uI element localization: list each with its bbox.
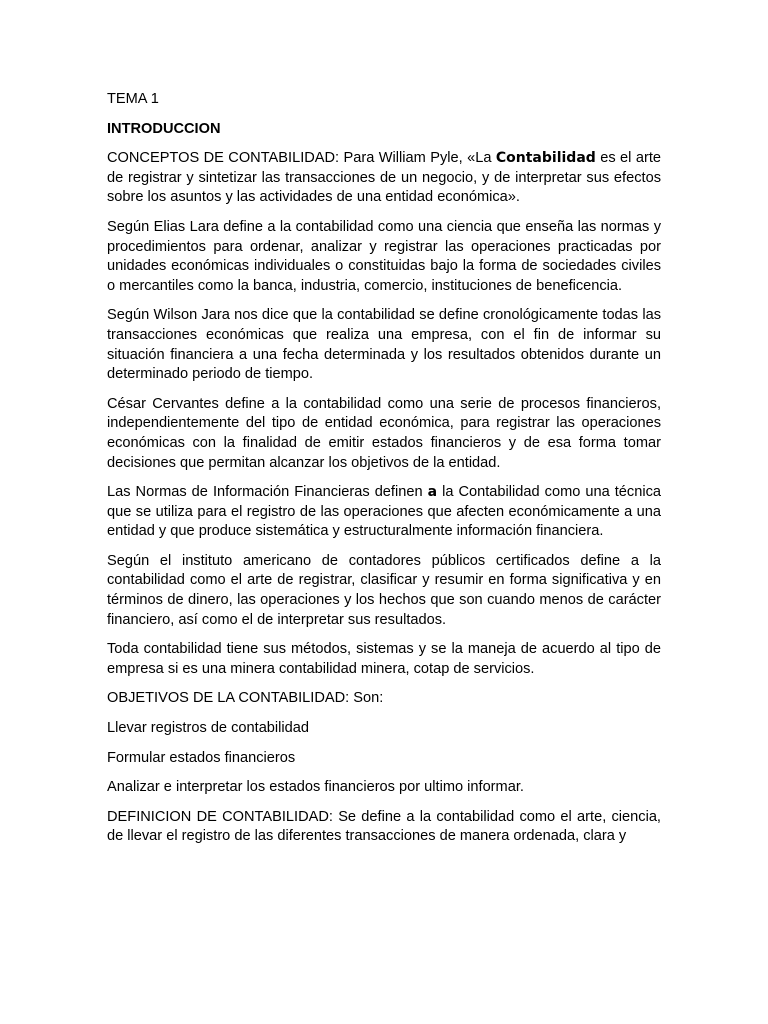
bold-term-contabilidad: Contabilidad	[495, 150, 596, 167]
paragraph-elias-lara: Según Elias Lara define a la contabilidad como una ciencia que enseña las normas y procedimientos para ordenar, analizar y registrar las operaciones practicadas por unidades económicas individuales o constituidas bajo la forma de sociedades civiles o mercantiles como la banca, industria, comercio, instituciones de beneficencia.	[107, 218, 661, 294]
paragraph-text: CONCEPTOS DE CONTABILIDAD: Para William Pyle, «La	[107, 150, 496, 167]
document-page	[107, 90, 661, 847]
paragraph-normas-informacion	[107, 483, 661, 542]
section-heading-introduccion: INTRODUCCION	[107, 120, 221, 137]
paragraph-toda-contabilidad: Toda contabilidad tiene sus métodos, sistemas y se la maneja de acuerdo al tipo de empresa si es una minera contabilidad minera, cotap de servicios.	[107, 641, 661, 677]
objective-item: Formular estados financieros	[107, 749, 296, 766]
paragraph-instituto-americano: Según el instituto americano de contadores públicos certificados define a la contabilidad como el arte de registrar, clasificar y resumir en forma significativa y en términos de dinero, las operaciones y los hechos que son cuando menos de carácter financiero, así como el de interpretar sus resultados.	[107, 552, 661, 628]
objective-item: Analizar e interpretar los estados financieros por ultimo informar.	[107, 779, 524, 796]
paragraph-definicion: DEFINICION DE CONTABILIDAD: Se define a la contabilidad como el arte, ciencia, de llevar el registro de las diferentes transacciones de manera ordenada, clara y	[107, 808, 661, 845]
paragraph-text: es el arte de registrar y sintetizar las transacciones de un negocio, y de interpretar sus efectos sobre los asuntos y las actividades de una entidad económica».	[107, 150, 661, 206]
objectives-heading: OBJETIVOS DE LA CONTABILIDAD: Son:	[107, 690, 384, 707]
paragraph-text: Las Normas de Información Financieras definen	[107, 484, 428, 501]
paragraph-conceptos	[107, 149, 661, 208]
objective-item: Llevar registros de contabilidad	[107, 720, 309, 737]
paragraph-text: la Contabilidad como una técnica que se utiliza para el registro de las operaciones que afecten económicamente a una entidad y que produce sistemática y estructuralmente información financiera.	[107, 484, 661, 540]
bold-term-a: a	[427, 484, 438, 501]
document-title: TEMA 1	[107, 91, 159, 107]
paragraph-wilson-jara: Según Wilson Jara nos dice que la contabilidad se define cronológicamente todas las transacciones económicas que realiza una empresa, con el fin de informar su situación financiera a una fecha determinada y los resultados obtenidos durante un determinado periodo de tiempo.	[107, 307, 661, 383]
paragraph-cesar-cervantes: César Cervantes define a la contabilidad como una serie de procesos financieros, independientemente del tipo de entidad económica, para registrar las operaciones económicas con la finalidad de emitir estados financieros y de esa forma tomar decisiones que permitan alcanzar los objetivos de la entidad.	[107, 395, 661, 471]
